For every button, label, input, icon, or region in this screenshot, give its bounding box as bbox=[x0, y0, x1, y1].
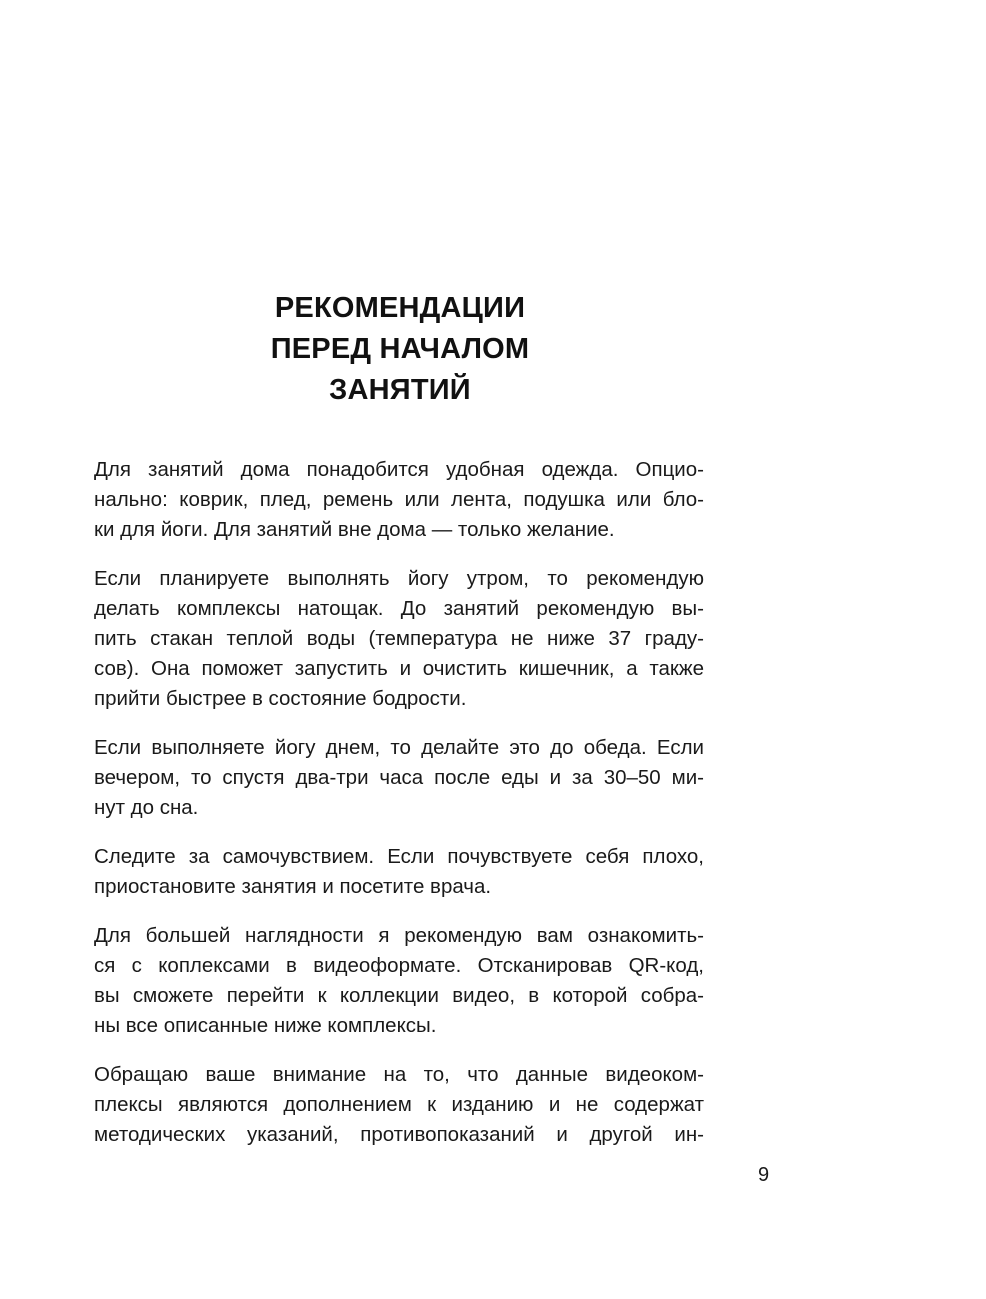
title-line: РЕКОМЕНДАЦИИ bbox=[274, 292, 526, 324]
text-line: Обращаю ваше внимание на то, что данные видеоком- bbox=[94, 1063, 704, 1086]
text-line: Если планируете выполнять йогу утром, то рекомендую bbox=[94, 567, 704, 590]
body-text bbox=[94, 455, 704, 1169]
page-number: 9 bbox=[758, 1164, 770, 1186]
text-line: методических указаний, противопоказаний и другой ин- bbox=[94, 1123, 704, 1146]
text-line: Для занятий дома понадобится удобная одежда. Опцио- bbox=[94, 458, 704, 481]
text-line: пить стакан теплой воды (температура не ниже 37 граду- bbox=[94, 627, 704, 650]
text-line: сов). Она поможет запустить и очистить кишечник, а также bbox=[94, 657, 704, 680]
paragraph-clothing bbox=[94, 455, 704, 545]
text-line: Если выполняете йогу днем, то делайте это до обеда. Если bbox=[94, 736, 704, 759]
paragraph-wellbeing bbox=[94, 842, 704, 902]
text-line: Для большей наглядности я рекомендую вам ознакомить- bbox=[94, 924, 704, 947]
paragraph-video bbox=[94, 921, 704, 1041]
text-line: прийти быстрее в состояние бодрости. bbox=[94, 687, 467, 710]
text-line: делать комплексы натощак. До занятий рекомендую вы- bbox=[94, 597, 704, 620]
paragraph-morning bbox=[94, 564, 704, 714]
text-line: вечером, то спустя два-три часа после еды и за 30–50 ми- bbox=[94, 766, 704, 789]
text-line: ся с коплексами в видеоформате. Отсканировав QR-код, bbox=[94, 954, 704, 977]
text-line: ны все описанные ниже комплексы. bbox=[94, 1014, 437, 1037]
page-title bbox=[200, 288, 600, 411]
title-line: ПЕРЕД НАЧАЛОМ bbox=[270, 333, 530, 365]
text-line: вы сможете перейти к коллекции видео, в которой собра- bbox=[94, 984, 704, 1007]
paragraph-notice bbox=[94, 1060, 704, 1150]
title-line: ЗАНЯТИЙ bbox=[329, 374, 471, 406]
text-line: нут до сна. bbox=[94, 796, 199, 819]
text-line: нально: коврик, плед, ремень или лента, подушка или бло- bbox=[94, 488, 704, 511]
text-line: Следите за самочувствием. Если почувствуете себя плохо, bbox=[94, 845, 704, 868]
text-line: ки для йоги. Для занятий вне дома — только желание. bbox=[94, 518, 615, 541]
paragraph-daytime bbox=[94, 733, 704, 823]
text-line: плексы являются дополнением к изданию и не содержат bbox=[94, 1093, 704, 1116]
text-line: приостановите занятия и посетите врача. bbox=[94, 875, 492, 898]
